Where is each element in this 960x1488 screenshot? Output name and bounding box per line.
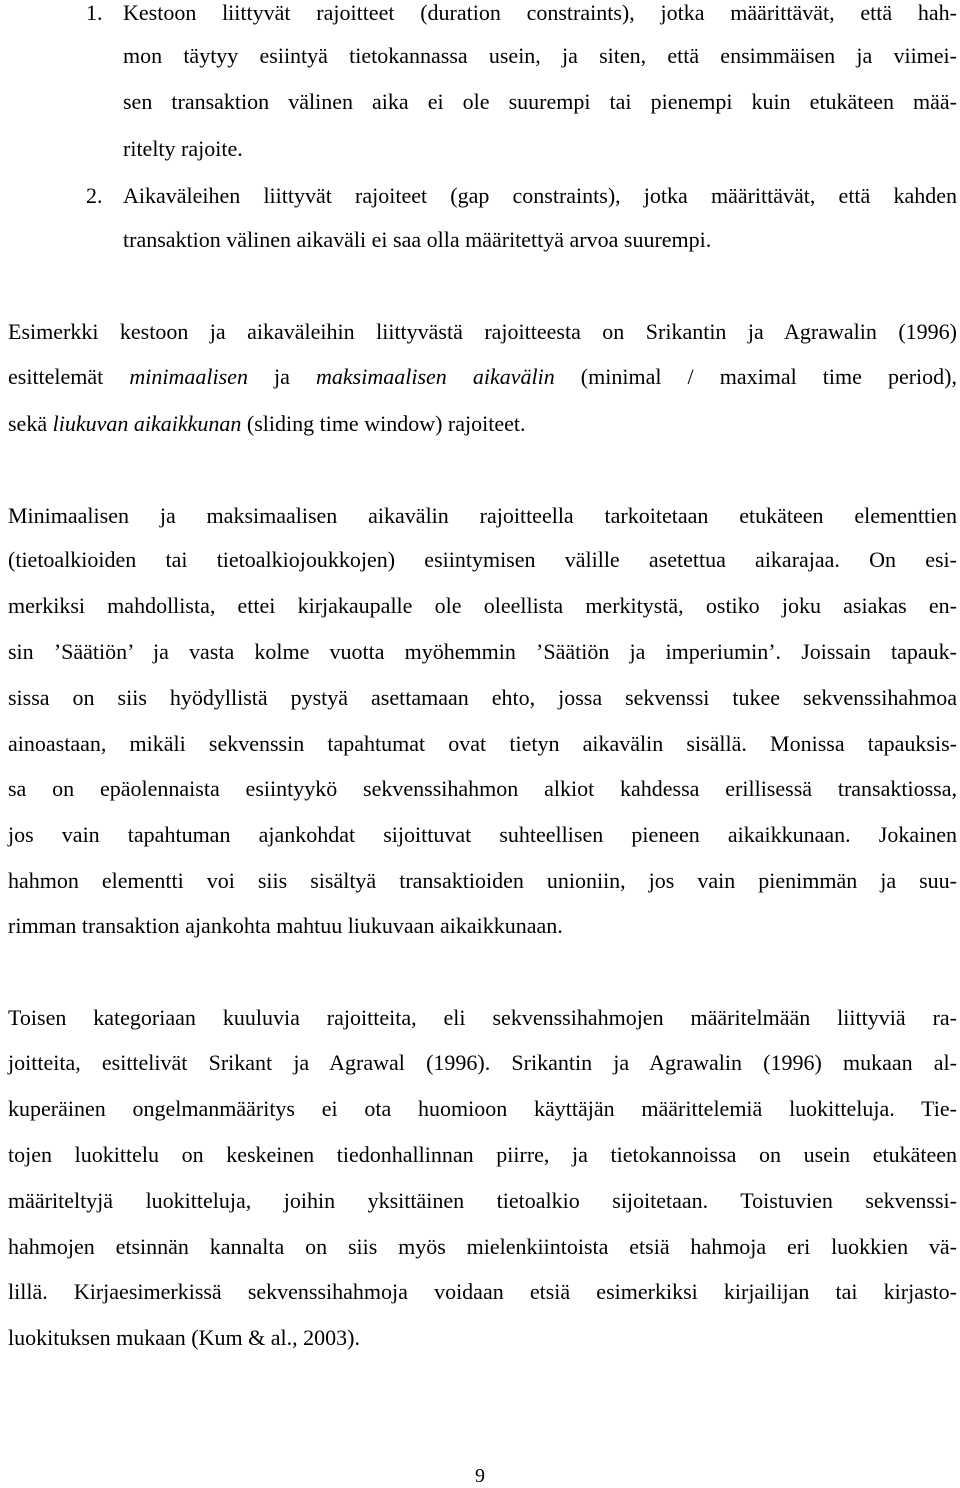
paragraph-2-line-8: jos vain tapahtuman ajankohdat sijoittuvat suhteellisen pieneen aikaikkunaan. Jokainen: [8, 822, 957, 847]
italic-term-maksimaalisen-aikavalin: maksimaalisen aikavälin: [316, 364, 555, 389]
text-run: sekä: [8, 411, 53, 436]
paragraph-3-line-3: kuperäinen ongelmanmääritys ei ota huomioon käyttäjän määrittelemiä luokitteluja. Tie-: [8, 1096, 957, 1121]
list-item-1-line-4: ritelty rajoite.: [123, 136, 243, 161]
list-item-1-line-2: mon täytyy esiintyä tietokannassa usein, ja siten, että ensimmäisen ja viimei-: [123, 43, 957, 68]
paragraph-1-line-1: Esimerkki kestoon ja aikaväleihin liittyvästä rajoitteesta on Srikantin ja Agrawalin (1996): [8, 319, 957, 344]
list-number-2: 2.: [86, 183, 103, 208]
paragraph-2-line-4: sin ’Säätiön’ ja vasta kolme vuotta myöhemmin ’Säätiön ja imperiumin’. Joissain tapauk-: [8, 639, 957, 664]
paragraph-2-line-5: sissa on siis hyödyllistä pystyä asettamaan ehto, jossa sekvenssi tukee sekvenssihahmoa: [8, 685, 957, 710]
paragraph-2-line-1: Minimaalisen ja maksimaalisen aikavälin rajoitteella tarkoitetaan etukäteen elementtien: [8, 503, 957, 528]
paragraph-3-line-5: määriteltyjä luokitteluja, joihin yksittäinen tietoalkio sijoitetaan. Toistuvien sekvenssi-: [8, 1188, 957, 1213]
paragraph-2-line-6: ainoastaan, mikäli sekvenssin tapahtumat ovat tietyn aikavälin sisällä. Monissa tapauksis-: [8, 731, 957, 756]
text-run: (minimal / maximal time period),: [554, 364, 958, 389]
list-item-2-line-2: transaktion välinen aikaväli ei saa olla määritettyä arvoa suurempi.: [123, 227, 712, 252]
paragraph-2-line-7: sa on epäolennaista esiintyykö sekvenssihahmon alkiot kahdessa erillisessä transaktiossa,: [8, 776, 957, 801]
paragraph-3-line-6: hahmojen etsinnän kannalta on siis myös mielenkiintoista etsiä hahmoja eri luokkien vä-: [8, 1234, 957, 1259]
list-item-1-line-1: Kestoon liittyvät rajoitteet (duration constraints), jotka määrittävät, että hah-: [123, 0, 957, 25]
text-run: (sliding time window) rajoiteet.: [241, 411, 526, 436]
list-item-1-line-3: sen transaktion välinen aika ei ole suurempi tai pienempi kuin etukäteen mää-: [123, 89, 957, 114]
italic-term-liukuvan-aikaikkunan: liukuvan aikaikkunan: [52, 411, 242, 436]
paragraph-3-line-7: lillä. Kirjaesimerkissä sekvenssihahmoja voidaan etsiä esimerkiksi kirjailijan tai kirjasto-: [8, 1279, 957, 1304]
page-number: 9: [475, 1465, 485, 1487]
list-item-2-line-1: Aikaväleihen liittyvät rajoiteet (gap constraints), jotka määrittävät, että kahden: [123, 183, 957, 208]
list-number-1: 1.: [86, 0, 103, 25]
paragraph-2-line-9: hahmon elementti voi siis sisältyä transaktioiden unioniin, jos vain pienimmän ja suu-: [8, 868, 957, 893]
paragraph-1-line-3: [8, 411, 525, 437]
paragraph-3-line-1: Toisen kategoriaan kuuluvia rajoitteita, eli sekvenssihahmojen määritelmään liittyviä ra-: [8, 1005, 957, 1030]
paragraph-3-line-8: luokituksen mukaan (Kum & al., 2003).: [8, 1325, 360, 1350]
paragraph-3-line-4: tojen luokittelu on keskeinen tiedonhallinnan piirre, ja tietokannoissa on usein etukäteen: [8, 1142, 957, 1167]
paragraph-3-line-2: joitteita, esittelivät Srikant ja Agrawal (1996). Srikantin ja Agrawalin (1996) mukaan al-: [8, 1050, 957, 1075]
paragraph-2-line-2: (tietoalkioiden tai tietoalkiojoukkojen) esiintymisen välille asetettua aikarajaa. On esi-: [8, 547, 957, 572]
text-run: esittelemät: [8, 364, 130, 389]
paragraph-1-line-2: [8, 364, 957, 390]
paragraph-2-line-3: merkiksi mahdollista, ettei kirjakaupalle ole oleellista merkitystä, ostiko joku asiakas en-: [8, 593, 957, 618]
text-run: ja: [247, 364, 316, 389]
italic-term-minimaalisen: minimaalisen: [129, 364, 248, 389]
paragraph-2-line-10: rimman transaktion ajankohta mahtuu liukuvaan aikaikkunaan.: [8, 913, 563, 938]
